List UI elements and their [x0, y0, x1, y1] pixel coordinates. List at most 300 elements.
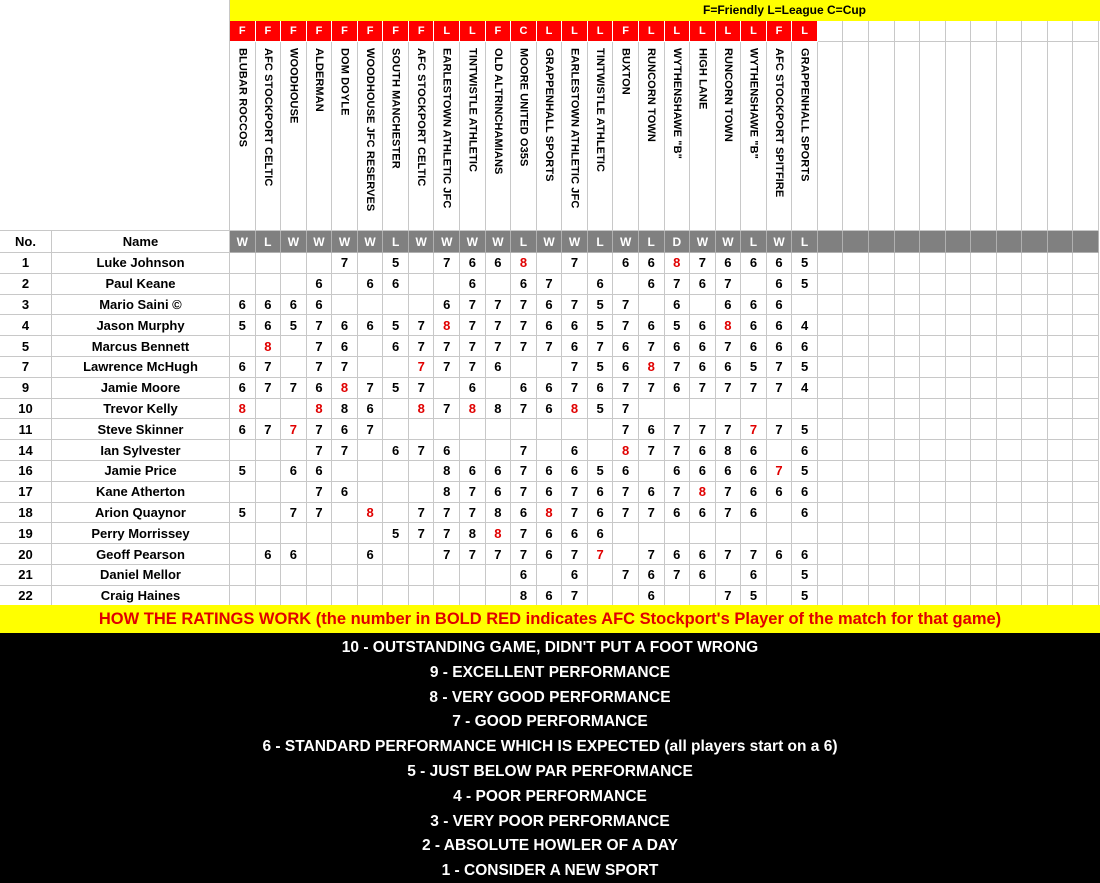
opponent-label: WOODHOUSE: [287, 48, 300, 124]
player-rating: 6: [767, 274, 793, 295]
player-rating: 6: [639, 586, 665, 607]
empty-cell: [869, 357, 895, 378]
empty-cell: [843, 336, 869, 357]
empty-cell: [358, 586, 384, 607]
potm-rating: 8: [358, 503, 384, 524]
empty-cell: [256, 503, 282, 524]
empty-cell: [792, 523, 818, 544]
player-rating: 5: [792, 274, 818, 295]
empty-cell: [818, 461, 844, 482]
empty-cell: [1048, 231, 1074, 253]
player-rating: 6: [562, 440, 588, 461]
empty-cell: [1073, 315, 1099, 336]
empty-cell: [869, 295, 895, 316]
empty-cell: [895, 336, 921, 357]
player-rating: 6: [511, 274, 537, 295]
empty-cell: [920, 295, 946, 316]
player-number: 16: [0, 461, 52, 482]
empty-cell: [358, 482, 384, 503]
match-type: F: [281, 21, 307, 42]
match-type: F: [383, 21, 409, 42]
empty-cell: [843, 399, 869, 420]
empty-cell: [434, 378, 460, 399]
player-rating: 6: [639, 274, 665, 295]
empty-cell: [434, 565, 460, 586]
opponent-name: [562, 42, 588, 231]
empty-cell: [613, 274, 639, 295]
match-type: L: [639, 21, 665, 42]
name-header: Name: [52, 231, 230, 253]
empty-cell: [946, 295, 972, 316]
empty-cell: [971, 378, 997, 399]
empty-cell: [332, 565, 358, 586]
player-rating: 7: [716, 586, 742, 607]
player-rating: 6: [358, 544, 384, 565]
potm-rating: 7: [588, 544, 614, 565]
empty-cell: [256, 399, 282, 420]
player-rating: 7: [434, 253, 460, 274]
player-rating: 6: [792, 544, 818, 565]
opponent-name: [511, 42, 537, 231]
empty-cell: [230, 253, 256, 274]
player-rating: 7: [716, 503, 742, 524]
player-rating: 6: [716, 357, 742, 378]
player-rating: 6: [434, 440, 460, 461]
empty-cell: [843, 274, 869, 295]
player-number: 14: [0, 440, 52, 461]
empty-cell: [639, 461, 665, 482]
opponent-label: GRAPPENHALL SPORTS: [542, 48, 555, 182]
empty-cell: [537, 253, 563, 274]
empty-cell: [716, 565, 742, 586]
empty-cell: [1022, 586, 1048, 607]
potm-rating: 8: [332, 378, 358, 399]
empty-cell: [843, 357, 869, 378]
empty-cell: [997, 461, 1023, 482]
player-rating: 6: [588, 274, 614, 295]
player-rating: 7: [511, 295, 537, 316]
potm-rating: 8: [613, 440, 639, 461]
empty-cell: [1073, 482, 1099, 503]
player-rating: 5: [230, 503, 256, 524]
player-rating: 5: [383, 315, 409, 336]
rating-scale-line: 9 - EXCELLENT PERFORMANCE: [429, 663, 671, 681]
empty-cell: [869, 253, 895, 274]
player-rating: 5: [792, 461, 818, 482]
player-name: Kane Atherton: [52, 482, 230, 503]
player-rating: 6: [792, 336, 818, 357]
empty-cell: [767, 440, 793, 461]
player-rating: 6: [665, 544, 691, 565]
empty-cell: [1048, 336, 1074, 357]
empty-cell: [1048, 399, 1074, 420]
player-rating: 6: [639, 482, 665, 503]
empty-cell: [895, 482, 921, 503]
player-name: Daniel Mellor: [52, 565, 230, 586]
empty-cell: [256, 523, 282, 544]
empty-cell: [997, 544, 1023, 565]
empty-cell: [869, 21, 895, 42]
empty-cell: [307, 523, 333, 544]
player-rating: 7: [307, 482, 333, 503]
player-rating: 6: [792, 503, 818, 524]
player-rating: 7: [716, 544, 742, 565]
empty-cell: [920, 544, 946, 565]
empty-cell: [946, 440, 972, 461]
player-rating: 6: [307, 378, 333, 399]
empty-cell: [690, 295, 716, 316]
empty-cell: [895, 295, 921, 316]
empty-cell: [971, 461, 997, 482]
empty-cell: [409, 253, 435, 274]
player-rating: 7: [358, 378, 384, 399]
empty-cell: [1073, 503, 1099, 524]
match-result: L: [588, 231, 614, 253]
empty-cell: [818, 523, 844, 544]
player-rating: 7: [307, 315, 333, 336]
player-rating: 7: [332, 440, 358, 461]
empty-cell: [1048, 42, 1074, 231]
empty-cell: [869, 419, 895, 440]
empty-cell: [869, 231, 895, 253]
opponent-name: [486, 42, 512, 231]
empty-cell: [281, 523, 307, 544]
empty-cell: [383, 503, 409, 524]
empty-cell: [1022, 336, 1048, 357]
empty-cell: [818, 378, 844, 399]
opponent-label: OLD ALTRINCHAMIANS: [491, 48, 504, 175]
player-rating: 7: [460, 482, 486, 503]
match-result: W: [460, 231, 486, 253]
empty-cell: [997, 274, 1023, 295]
player-rating: 8: [434, 482, 460, 503]
empty-cell: [920, 565, 946, 586]
empty-cell: [971, 231, 997, 253]
opponent-label: WYTHENSHAWE "B": [747, 48, 760, 159]
empty-cell: [895, 357, 921, 378]
player-rating: 6: [562, 565, 588, 586]
potm-rating: 8: [409, 399, 435, 420]
empty-cell: [843, 586, 869, 607]
empty-cell: [869, 378, 895, 399]
player-rating: 8: [511, 586, 537, 607]
empty-cell: [997, 503, 1023, 524]
empty-cell: [818, 544, 844, 565]
empty-cell: [281, 565, 307, 586]
opponent-name: [639, 42, 665, 231]
empty-cell: [256, 274, 282, 295]
player-rating: 6: [537, 461, 563, 482]
potm-rating: 8: [486, 523, 512, 544]
empty-cell: [1073, 253, 1099, 274]
empty-cell: [946, 399, 972, 420]
empty-cell: [920, 419, 946, 440]
empty-cell: [1073, 357, 1099, 378]
empty-cell: [843, 253, 869, 274]
empty-cell: [895, 544, 921, 565]
empty-cell: [281, 586, 307, 607]
player-rating: 7: [511, 399, 537, 420]
empty-cell: [230, 336, 256, 357]
player-number: 22: [0, 586, 52, 607]
player-rating: 6: [537, 295, 563, 316]
player-rating: 7: [511, 461, 537, 482]
potm-rating: 7: [767, 461, 793, 482]
player-rating: 6: [358, 315, 384, 336]
player-rating: 6: [639, 565, 665, 586]
player-number: 10: [0, 399, 52, 420]
empty-cell: [332, 586, 358, 607]
empty-cell: [230, 565, 256, 586]
empty-cell: [818, 336, 844, 357]
player-rating: 7: [256, 419, 282, 440]
rating-scale: [0, 633, 1100, 883]
match-type: F: [230, 21, 256, 42]
match-type: L: [537, 21, 563, 42]
empty-cell: [537, 357, 563, 378]
player-rating: 6: [741, 336, 767, 357]
player-rating: 7: [665, 357, 691, 378]
empty-cell: [843, 21, 869, 42]
empty-cell: [895, 21, 921, 42]
player-rating: 7: [409, 523, 435, 544]
player-rating: 6: [537, 586, 563, 607]
empty-cell: [690, 399, 716, 420]
player-rating: 7: [741, 378, 767, 399]
player-rating: 7: [434, 523, 460, 544]
empty-cell: [1022, 315, 1048, 336]
empty-cell: [665, 399, 691, 420]
potm-rating: 8: [716, 315, 742, 336]
empty-cell: [971, 523, 997, 544]
empty-cell: [588, 440, 614, 461]
player-rating: 6: [486, 357, 512, 378]
empty-cell: [869, 42, 895, 231]
empty-cell: [869, 440, 895, 461]
empty-cell: [818, 503, 844, 524]
opponent-name: [256, 42, 282, 231]
empty-cell: [383, 565, 409, 586]
rating-scale-line: 1 - CONSIDER A NEW SPORT: [441, 862, 659, 880]
player-rating: 6: [665, 503, 691, 524]
player-rating: 6: [716, 253, 742, 274]
empty-cell: [920, 482, 946, 503]
empty-cell: [971, 565, 997, 586]
player-rating: 8: [332, 399, 358, 420]
empty-cell: [486, 419, 512, 440]
match-type: F: [767, 21, 793, 42]
opponent-name: [537, 42, 563, 231]
empty-cell: [1022, 523, 1048, 544]
empty-cell: [1048, 21, 1074, 42]
player-rating: 6: [434, 295, 460, 316]
player-rating: 6: [230, 419, 256, 440]
empty-cell: [409, 295, 435, 316]
player-rating: 7: [434, 357, 460, 378]
player-rating: 6: [613, 357, 639, 378]
match-result: W: [409, 231, 435, 253]
player-rating: 4: [792, 378, 818, 399]
empty-cell: [920, 586, 946, 607]
empty-cell: [1073, 440, 1099, 461]
potm-rating: 7: [281, 419, 307, 440]
empty-cell: [792, 399, 818, 420]
empty-cell: [358, 440, 384, 461]
empty-cell: [358, 357, 384, 378]
no-header: No.: [0, 231, 52, 253]
player-rating: 5: [230, 461, 256, 482]
player-rating: 6: [537, 399, 563, 420]
player-rating: 7: [562, 378, 588, 399]
empty-cell: [281, 253, 307, 274]
match-result: W: [537, 231, 563, 253]
player-rating: 6: [460, 461, 486, 482]
empty-cell: [997, 315, 1023, 336]
player-rating: 7: [716, 274, 742, 295]
empty-cell: [946, 21, 972, 42]
empty-cell: [230, 274, 256, 295]
empty-cell: [1048, 544, 1074, 565]
empty-cell: [869, 336, 895, 357]
opponent-label: TINTWISTLE ATHLETIC: [594, 48, 607, 173]
empty-cell: [332, 503, 358, 524]
empty-cell: [230, 482, 256, 503]
empty-cell: [1022, 544, 1048, 565]
player-rating: 6: [281, 544, 307, 565]
empty-cell: [1048, 315, 1074, 336]
potm-rating: 8: [434, 315, 460, 336]
empty-cell: [383, 461, 409, 482]
empty-cell: [946, 544, 972, 565]
player-rating: 5: [792, 565, 818, 586]
player-rating: 6: [767, 315, 793, 336]
empty-cell: [920, 503, 946, 524]
empty-cell: [869, 565, 895, 586]
empty-cell: [869, 315, 895, 336]
player-rating: 6: [281, 461, 307, 482]
potm-rating: 8: [665, 253, 691, 274]
empty-cell: [869, 586, 895, 607]
empty-cell: [946, 565, 972, 586]
empty-cell: [741, 523, 767, 544]
empty-cell: [281, 399, 307, 420]
empty-cell: [818, 482, 844, 503]
opponent-label: AFC STOCKPORT CELTIC: [261, 48, 274, 187]
empty-cell: [1073, 336, 1099, 357]
player-rating: 6: [639, 253, 665, 274]
opponent-label: AFC STOCKPORT CELTIC: [415, 48, 428, 187]
rating-scale-line: 5 - JUST BELOW PAR PERFORMANCE: [407, 763, 693, 780]
empty-cell: [997, 523, 1023, 544]
empty-cell: [843, 295, 869, 316]
empty-cell: [767, 586, 793, 607]
opponent-label: AFC STOCKPORT SPITFIRE: [773, 48, 786, 198]
player-rating: 7: [460, 336, 486, 357]
empty-cell: [716, 399, 742, 420]
empty-cell: [843, 523, 869, 544]
empty-cell: [997, 482, 1023, 503]
match-type: L: [690, 21, 716, 42]
player-rating: 6: [460, 378, 486, 399]
player-rating: 6: [486, 482, 512, 503]
empty-cell: [895, 419, 921, 440]
empty-cell: [895, 565, 921, 586]
empty-cell: [1022, 274, 1048, 295]
empty-cell: [1073, 274, 1099, 295]
player-rating: 7: [613, 419, 639, 440]
opponent-name: [383, 42, 409, 231]
player-name: Jason Murphy: [52, 315, 230, 336]
empty-cell: [920, 42, 946, 231]
match-type: F: [486, 21, 512, 42]
empty-cell: [895, 253, 921, 274]
player-rating: 6: [307, 295, 333, 316]
player-rating: 7: [741, 544, 767, 565]
player-rating: 6: [511, 503, 537, 524]
player-name: Luke Johnson: [52, 253, 230, 274]
empty-cell: [997, 231, 1023, 253]
empty-cell: [1022, 461, 1048, 482]
empty-cell: [486, 565, 512, 586]
empty-cell: [486, 586, 512, 607]
empty-cell: [843, 482, 869, 503]
opponent-label: HIGH LANE: [696, 48, 709, 110]
player-rating: 6: [383, 336, 409, 357]
player-rating: 7: [639, 336, 665, 357]
match-type: F: [256, 21, 282, 42]
player-rating: 7: [665, 440, 691, 461]
empty-cell: [869, 523, 895, 544]
player-rating: 7: [639, 440, 665, 461]
empty-cell: [256, 565, 282, 586]
empty-cell: [332, 295, 358, 316]
empty-cell: [895, 378, 921, 399]
empty-cell: [460, 565, 486, 586]
empty-cell: [1073, 419, 1099, 440]
player-rating: 6: [332, 419, 358, 440]
empty-cell: [843, 42, 869, 231]
empty-cell: [690, 586, 716, 607]
empty-cell: [665, 523, 691, 544]
player-rating: 6: [537, 482, 563, 503]
player-rating: 5: [230, 315, 256, 336]
empty-cell: [895, 399, 921, 420]
empty-cell: [818, 42, 844, 231]
player-name: Paul Keane: [52, 274, 230, 295]
opponent-name: [792, 42, 818, 231]
player-rating: 5: [588, 357, 614, 378]
empty-cell: [460, 419, 486, 440]
empty-cell: [358, 523, 384, 544]
empty-cell: [613, 586, 639, 607]
player-rating: 6: [741, 295, 767, 316]
match-type: L: [716, 21, 742, 42]
empty-cell: [869, 461, 895, 482]
player-rating: 7: [665, 482, 691, 503]
empty-cell: [511, 419, 537, 440]
empty-cell: [460, 440, 486, 461]
empty-cell: [639, 523, 665, 544]
empty-cell: [486, 274, 512, 295]
match-result: L: [383, 231, 409, 253]
rating-scale-line: 10 - OUTSTANDING GAME, DIDN'T PUT A FOOT WRONG: [341, 639, 759, 656]
match-type: F: [332, 21, 358, 42]
empty-cell: [818, 440, 844, 461]
empty-cell: [971, 315, 997, 336]
empty-cell: [665, 586, 691, 607]
player-rating: 6: [588, 378, 614, 399]
player-rating: 7: [562, 544, 588, 565]
